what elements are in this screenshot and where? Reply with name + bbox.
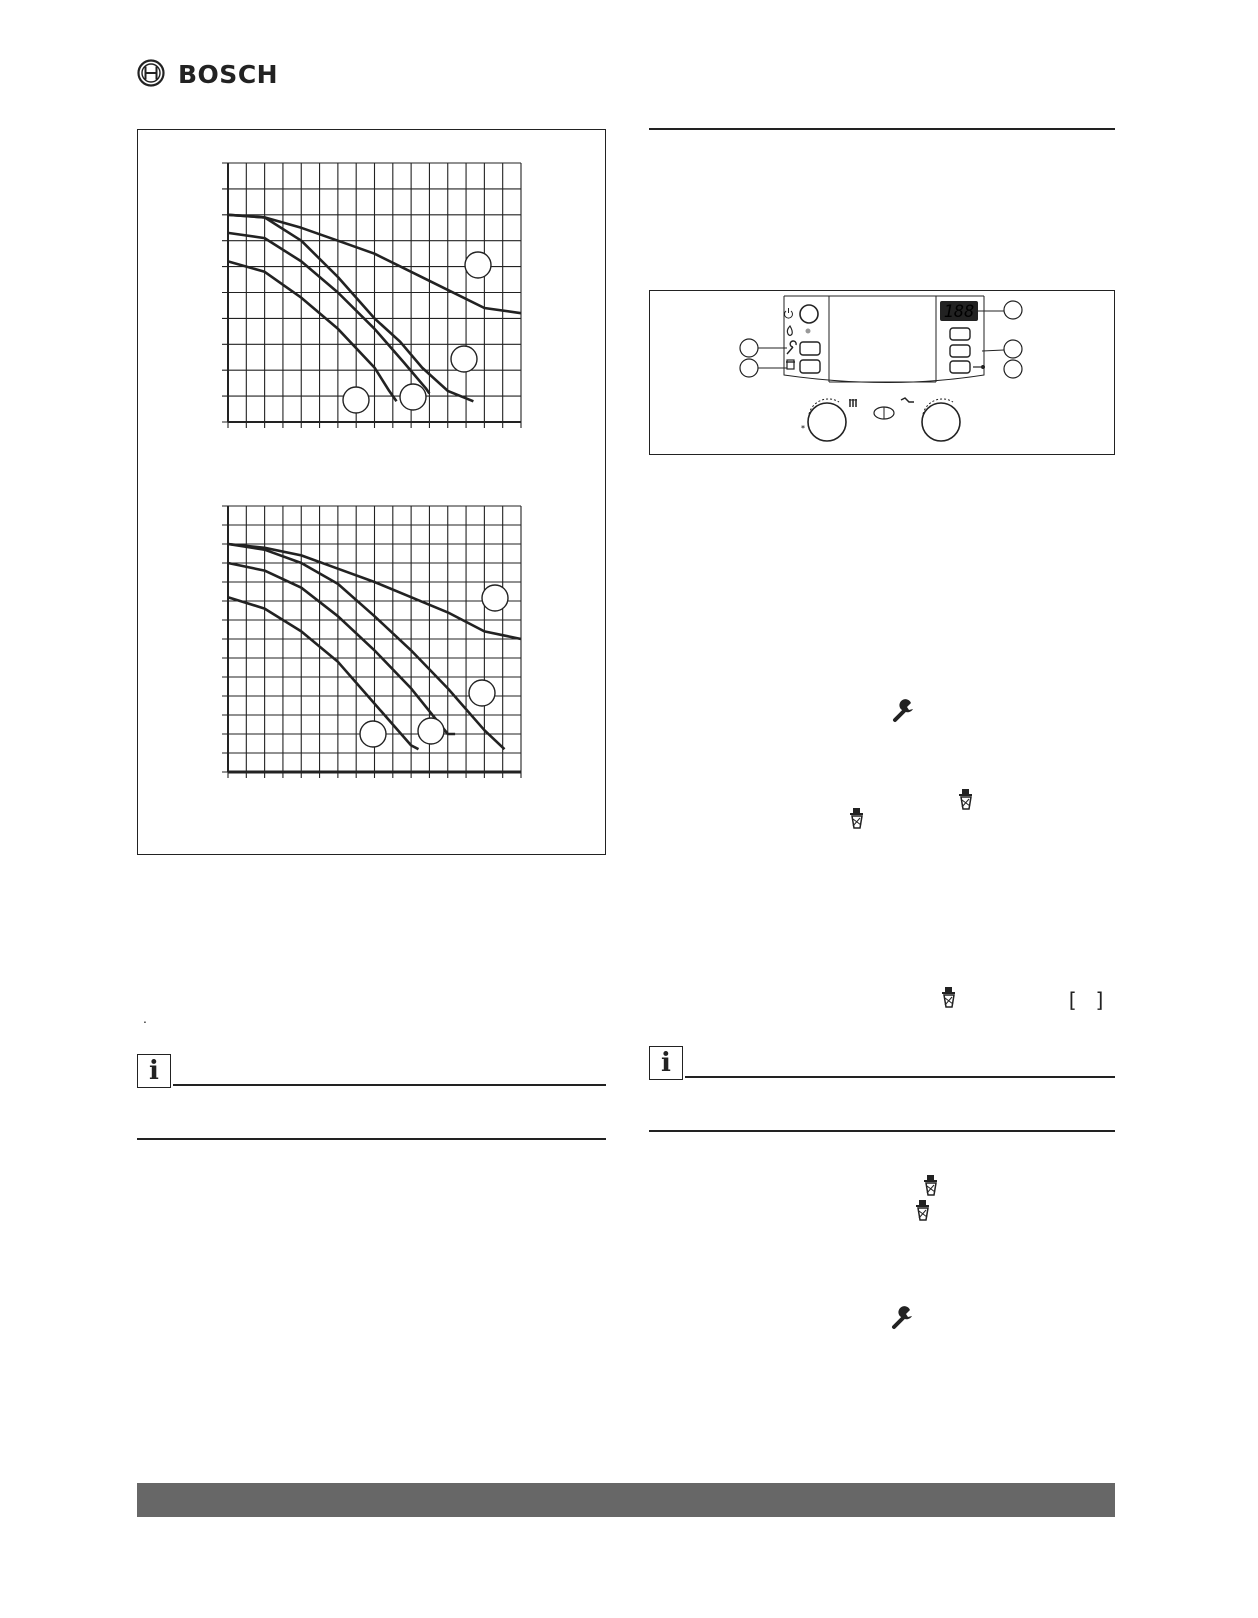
heating-temperature-knob[interactable] [808, 399, 846, 441]
chimney-sweep-icon [940, 986, 958, 1008]
chimney-sweep-icon [786, 360, 795, 369]
right-button-2[interactable] [950, 345, 970, 357]
wrench-icon [891, 698, 917, 724]
series-curve-4 [228, 261, 397, 401]
control-panel-drawing [649, 290, 1115, 455]
series-curve-3 [228, 233, 429, 394]
series-curve-2 [228, 544, 505, 749]
callout-4 [360, 721, 386, 747]
right-button-1[interactable] [950, 328, 970, 340]
pump-curve-chart-top [137, 129, 606, 855]
chimney-sweep-button[interactable] [800, 360, 820, 373]
info-note-bottom-rule [649, 1130, 1115, 1132]
callout-3 [418, 718, 444, 744]
stray-dot: . [143, 1010, 147, 1026]
tap-icon [901, 398, 914, 402]
snowflake-icon [801, 424, 805, 433]
display-readout: 188 [943, 302, 975, 322]
chimney-sweep-icon [922, 1174, 940, 1196]
burner-lamp [806, 329, 811, 334]
chimney-sweep-icon [848, 807, 866, 829]
callout-1 [465, 252, 491, 278]
right-button-3[interactable] [950, 361, 970, 373]
pump-curve-chart-2 [222, 506, 521, 778]
power-icon [785, 308, 793, 318]
callout-1 [482, 585, 508, 611]
chimney-sweep-icon [914, 1199, 932, 1221]
info-note-bottom-rule [137, 1138, 606, 1140]
info-icon: i [137, 1054, 171, 1088]
bosch-logo [137, 59, 165, 92]
callout-4 [343, 387, 369, 413]
chimney-sweep-icon [957, 788, 975, 810]
radiator-icon [849, 399, 857, 407]
service-button[interactable] [800, 342, 820, 355]
section-top-rule [649, 128, 1115, 130]
brand-name: BOSCH [178, 60, 279, 89]
wrench-icon [890, 1305, 916, 1331]
arrow-right-icon [973, 365, 985, 369]
callout-2 [469, 680, 495, 706]
callout-circle [1004, 340, 1022, 358]
callout-circle [740, 339, 758, 357]
footer-bar [137, 1483, 1115, 1517]
callout-circle [1004, 301, 1022, 319]
callout-circle [1004, 360, 1022, 378]
power-button[interactable] [800, 305, 818, 323]
info-note-top-rule [173, 1084, 606, 1086]
hot-water-temperature-knob[interactable] [922, 399, 960, 441]
callout-3 [400, 384, 426, 410]
bracket-display-symbol: [ ] [1066, 988, 1109, 1012]
svg-text:*: * [801, 424, 805, 433]
flame-icon [787, 326, 792, 336]
bosch-armature-icon [137, 59, 165, 87]
wrench-icon [787, 341, 796, 354]
callout-circle [740, 359, 758, 377]
info-icon: i [649, 1046, 683, 1080]
info-note-top-rule [685, 1076, 1115, 1078]
pump-curve-chart-1 [222, 163, 521, 428]
callout-2 [451, 346, 477, 372]
